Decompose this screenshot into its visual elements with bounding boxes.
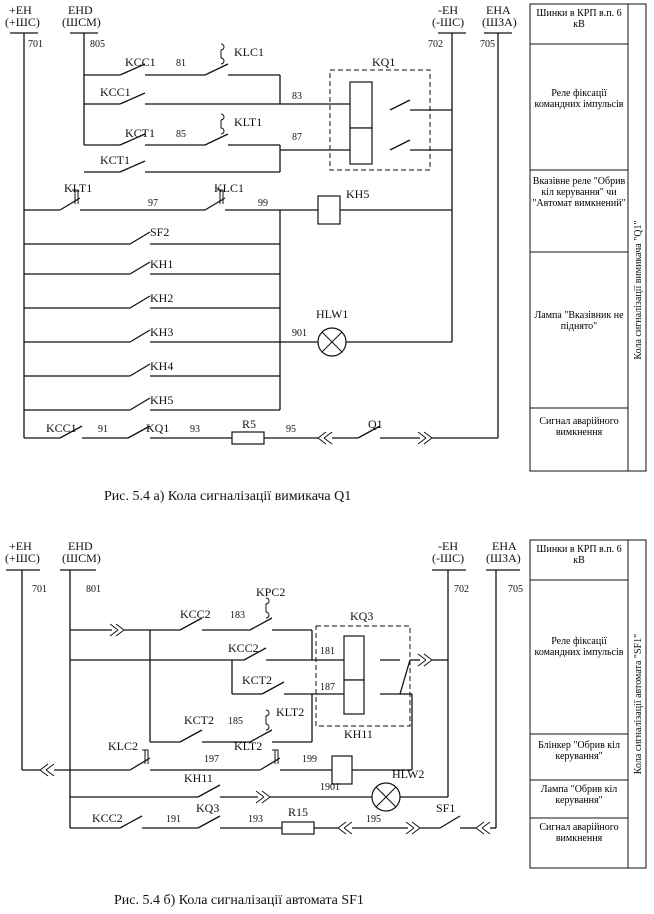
label-kcc2-c: KCC2 [92,811,123,825]
node-99: 99 [258,198,268,209]
label-klc1-contact: KLC1 [214,181,244,195]
side-b-row-4: Лампа "Обрив кіл керування" [540,784,618,806]
label-kct1-a: KCT1 [125,126,155,140]
node-85: 85 [176,129,186,140]
bus-lines-b [6,570,520,828]
side-a-row-5: Сигнал аварійного вимкнення [539,416,619,438]
label-kcc1-c: KCC1 [46,421,77,435]
side-b-row-2: Реле фіксації командних імпульсів [534,636,624,658]
bus-b-ena-label: ЕНА [492,539,517,553]
node-93: 93 [190,424,200,435]
label-kh3: KH3 [150,325,174,339]
bus-b-en-plus-label: +ЕН [9,539,32,553]
side-b-row-3: Блінкер "Обрив кіл керування" [538,740,620,762]
node-181: 181 [320,646,335,657]
node-195: 195 [366,814,381,825]
label-klt2-b: KLT2 [234,739,263,753]
node-901: 901 [292,328,307,339]
bus-b-en-minus-label: -ЕН [438,539,458,553]
side-b-vertical-title: Кола сигналізації автомата "SF1" [633,633,644,775]
node-95: 95 [286,424,296,435]
node-87: 87 [292,132,302,143]
relay-kq1 [330,70,452,170]
side-a-row-1: Шинки в КРП в.п. 6 кВ [536,8,622,30]
label-sf1: SF1 [436,801,456,815]
row-hlw2-b [70,783,448,811]
diagram-b [5,539,646,908]
node-83: 83 [292,91,302,102]
label-klt1-contact: KLT1 [64,181,93,195]
bus-b-ehd-label2: (ШСМ) [62,551,101,565]
bus-ehd-number: 805 [90,39,105,50]
node-1901: 1901 [320,782,340,793]
label-kh5: KH5 [346,187,370,201]
label-kq3-c: KQ3 [196,801,220,815]
node-187: 187 [320,682,335,693]
label-r5: R5 [242,417,257,431]
bus-ena-label2: (ШЗА) [482,15,517,29]
sf2-kh-contacts [24,232,452,410]
node-91: 91 [98,424,108,435]
caption-a: Рис. 5.4 а) Кола сигналізації вимикача Q1 [104,489,352,504]
label-kcc1-b: KCC1 [100,85,131,99]
bus-en-plus-number: 701 [28,39,43,50]
side-b-row-5: Сигнал аварійного вимкнення [539,822,619,844]
label-kct1-b: KCT1 [100,153,130,167]
bus-en-plus-label2: (+ШС) [5,15,40,29]
label-hlw2: HLW2 [392,767,425,781]
bus-b-en-plus-number: 701 [32,584,47,595]
side-a-row-4: Лампа "Вказівник не піднято" [534,310,624,332]
bus-b-ena-number: 705 [508,584,523,595]
node-197: 197 [204,754,219,765]
label-kcc2-b: KCC2 [228,641,259,655]
bus-b-ehd-number: 801 [86,584,101,595]
label-klt1: KLT1 [234,115,263,129]
label-kh2: KH2 [150,291,174,305]
node-199: 199 [302,754,317,765]
label-klc1: KLC1 [234,45,264,59]
label-hlw1: HLW1 [316,307,349,321]
bus-ehd-label2: (ШСМ) [62,15,101,29]
side-a-row-2: Реле фіксації командних імпульсів [534,88,624,110]
diagram-a [5,3,646,504]
side-table-b [530,540,646,868]
label-sf2: SF2 [150,225,170,239]
side-b-row-1: Шинки в КРП в.п. 6 кВ [536,544,622,566]
row-emergency-a [24,426,498,444]
label-kh11: KH11 [344,727,373,741]
label-kcc2: KCC2 [180,607,211,621]
label-r15: R15 [288,805,309,819]
side-a-vertical-title: Кола сигналізації вимикача "Q1" [633,220,644,360]
bus-lines-a [10,33,512,438]
label-kh5-contact: KH5 [150,393,174,407]
label-kh4: KH4 [150,359,174,373]
label-q1: Q1 [368,417,383,431]
bus-b-ehd-label: EHD [68,539,93,553]
node-81: 81 [176,58,186,69]
relay-kq3 [316,626,448,726]
bus-ena-number: 705 [480,39,495,50]
bus-en-minus-label: -ЕН [438,3,458,17]
row-emergency-b [70,816,496,834]
bus-en-plus-label: +ЕН [9,3,32,17]
bus-en-minus-label2: (-ШС) [432,15,465,29]
bus-b-en-minus-label2: (-ШС) [432,551,465,565]
label-kct2-b: KCT2 [184,713,214,727]
bus-en-minus-number: 702 [428,39,443,50]
label-kct2: KCT2 [242,673,272,687]
bus-b-en-plus-label2: (+ШС) [5,551,40,565]
caption-b: Рис. 5.4 б) Кола сигналізації автомата SF1 [114,893,364,908]
label-klt2: KLT2 [276,705,305,719]
label-kpc2: KPC2 [256,585,286,599]
bus-ena-label: ЕНА [486,3,511,17]
label-klc2: KLC2 [108,739,138,753]
label-kh1: KH1 [150,257,174,271]
label-kq1-c: KQ1 [146,421,170,435]
bus-b-ena-label2: (ШЗА) [486,551,521,565]
label-kq1: KQ1 [372,55,396,69]
row-kh5 [24,190,452,410]
label-kq3: KQ3 [350,609,374,623]
label-kh11-contact: KH11 [184,771,213,785]
bus-ehd-label: EHD [68,3,93,17]
node-191: 191 [166,814,181,825]
node-193: 193 [248,814,263,825]
node-97: 97 [148,198,158,209]
side-a-row-3: Вказівне реле "Обрив кіл керування" чи "Автомат вимкнений" [532,176,626,209]
node-185: 185 [228,716,243,727]
bus-b-en-minus-number: 702 [454,584,469,595]
node-183: 183 [230,610,245,621]
label-kcc1-a: KCC1 [125,55,156,69]
